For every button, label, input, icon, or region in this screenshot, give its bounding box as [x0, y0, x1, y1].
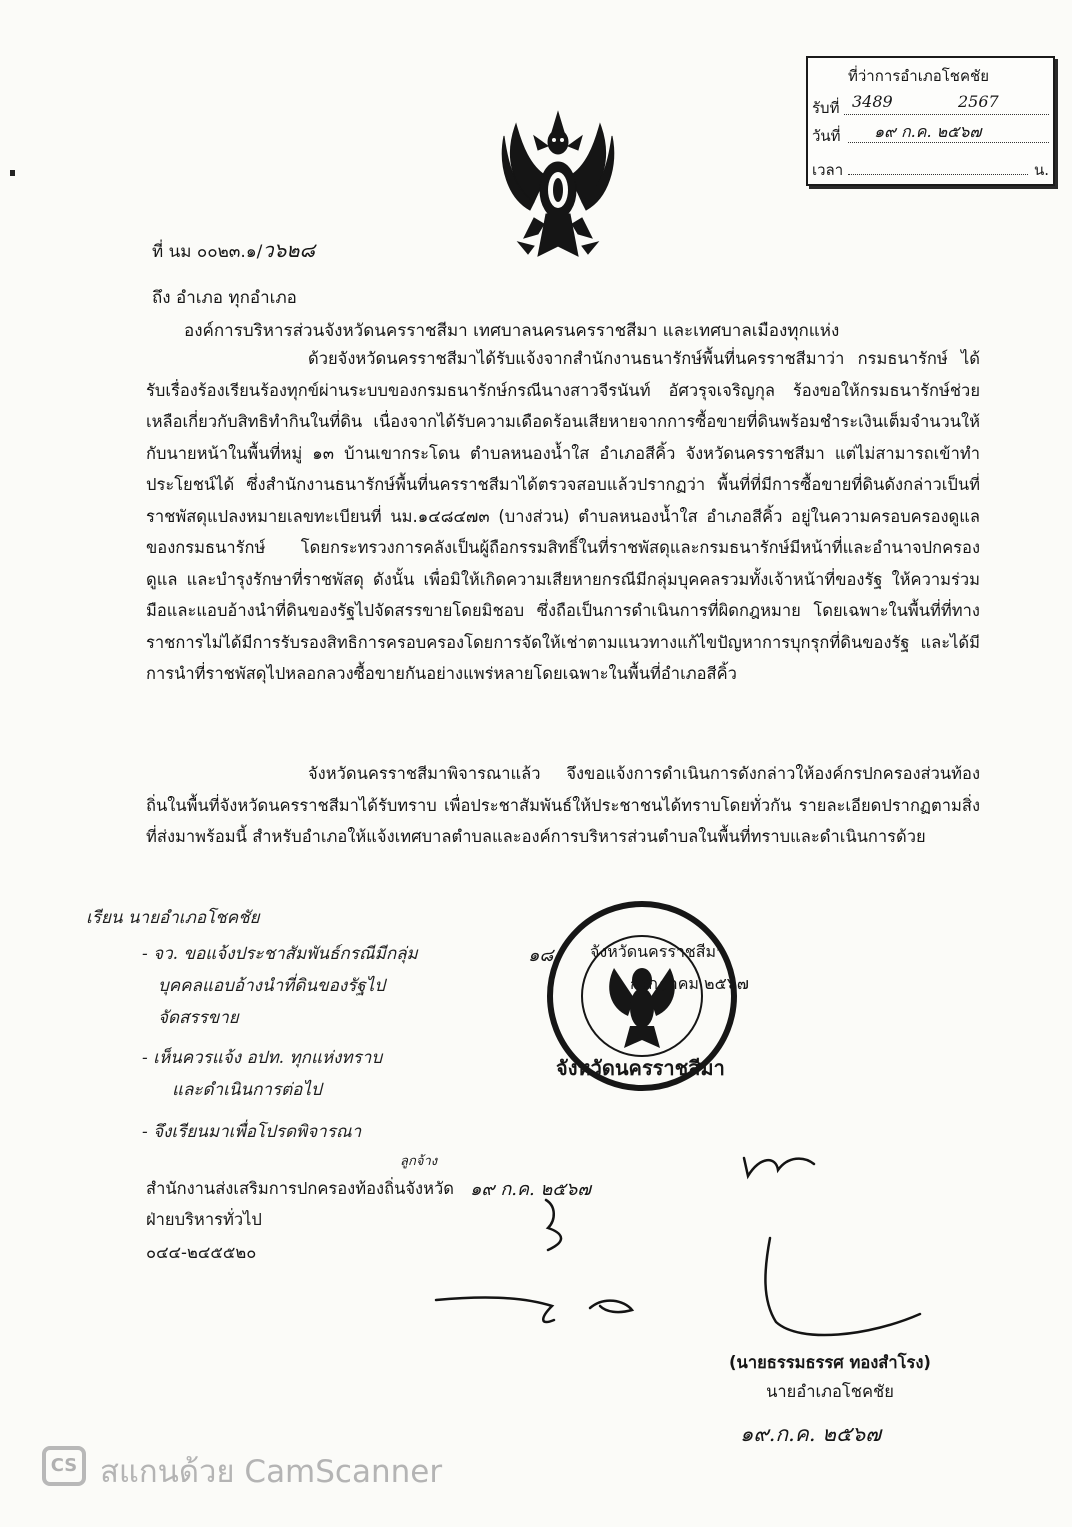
office-division: ฝ่ายบริหารทั่วไป [146, 1210, 262, 1229]
receipt-number-label: รับที่ [812, 99, 840, 117]
body-paragraph-1: ด้วยจังหวัดนครราชสีมาได้รับแจ้งจากสำนักงานธนารักษ์พื้นที่นครราชสีมาว่า กรมธนารักษ์ ได้รับเรื่องร้องเรียนร้องทุกข์ผ่านระบบของกรมธนารักษ์กรณีนางสาวจีรนันท์ อัศวรุจเจริญกุล ร้องขอให้กรมธนารักษ์ช่วยเหลือเกี่ยวกับสิทธิทำกินในที่ดิน เนื่องจากได้รับความเดือดร้อนเสียหายจากการซื้อขายที่ดินพร้อมชำระเงินเต็มจำนวนให้กับนายหน้าในพื้นที่หมู่ ๑๓ บ้านเขากระโดน ตำบลหนองน้ำใส อำเภอสีคิ้ว จังหวัดนครราชสีมา แต่ไม่สามารถเข้าทำประโยชน์ได้ ซึ่งสำนักงานธนารักษ์พื้นที่นครราชสีมาได้ตรวจสอบแล้วปรากฏว่า พื้นที่ที่มีการซื้อขายที่ดินดังกล่าวเป็นที่ราชพัสดุแปลงหมายเลขทะเบียนที่ นม.๑๔๘๔๗๓ (บางส่วน) ตำบลหนองน้ำใส อำเภอสีคิ้ว อยู่ในความครอบครองดูแลของกรมธนารักษ์ โดยกระทรวงการคลังเป็นผู้ถือกรรมสิทธิ์ในที่ราชพัสดุและกรมธนารักษ์มีหน้าที่และอำนาจปกครอง ดูแล และบำรุงรักษาที่ราชพัสดุ ดังนั้น เพื่อมิให้เกิดความเสียหายกรณีมีกลุ่มบุคคลรวมทั้งเจ้าหน้าที่ของรัฐ ให้ความร่วมมือและแอบอ้างนำที่ดินของรัฐไปจัดสรรขายโดยมิชอบ ซึ่งถือเป็นการดำเนินการที่ผิดกฎหมาย โดยเฉพาะในพื้นที่ที่ทางราชการไม่ได้มีการรับรองสิทธิการครอบครองโดยการจัดให้เช่าตามแนวทางแก้ไขปัญหาการบุกรุกที่ดินของรัฐ และได้มีการนำที่ราชพัสดุไปหลอกลวงซื้อขายกันอย่างแพร่หลายโดยเฉพาะในพื้นที่อำเภอสีคิ้ว [146, 349, 980, 683]
receipt-time-label: เวลา [812, 161, 844, 179]
receipt-stamp-title: ที่ว่าการอำเภอโชคชัย [848, 67, 989, 85]
receipt-year: 2567 [958, 92, 999, 111]
recipient-line-2: องค์การบริหารส่วนจังหวัดนครราชสีมา เทศบาลนครนครราชสีมา และเทศบาลเมืองทุกแห่ง [184, 321, 840, 341]
handwritten-item-2-line-2: และดำเนินการต่อไป [172, 1080, 322, 1100]
seal-overlay-line-2: กรกฎาคม ๒๕๖๗ [630, 974, 749, 993]
seal-overlay-line-1: จังหวัดนครราชสีมา [590, 942, 726, 961]
handwritten-item-2-line-1: - เห็นควรแจ้ง อปท. ทุกแห่งทราบ [142, 1048, 383, 1068]
office-name: สำนักงานส่งเสริมการปกครองท้องถิ่นจังหวัด [146, 1179, 454, 1198]
camscanner-watermark-text: สแกนด้วย CamScanner [100, 1454, 443, 1490]
office-handwritten-date: ๑๙ ก.ค. ๒๕๖๗ [470, 1179, 591, 1200]
receipt-stamp [806, 56, 1055, 186]
receipt-time-suffix: น. [1034, 161, 1050, 179]
receipt-date: ๑๙ ก.ค. ๒๕๖๗ [874, 122, 982, 141]
recipient-line-1: ถึง อำเภอ ทุกอำเภอ [152, 288, 297, 308]
office-phone: ๐๔๔-๒๔๕๕๒๐ [146, 1243, 257, 1262]
garuda-emblem [494, 106, 622, 264]
initial-signature [546, 1200, 561, 1250]
seal-handwritten-day: ๑๘ [528, 945, 554, 966]
handwritten-item-3-line-1: - จึงเรียนมาเพื่อโปรดพิจารณา [142, 1122, 362, 1142]
reference-prefix: ที่ นม ๐๐๒๓.๑/ [152, 242, 263, 262]
reference-number [152, 234, 315, 266]
camscanner-logo: CS [42, 1446, 86, 1486]
handwritten-item-1-line-3: จัดสรรขาย [158, 1008, 239, 1028]
handwritten-greeting: เรียน นายอำเภอโชคชัย [86, 908, 260, 928]
office-handwritten-initials: ลูกจ้าง [400, 1154, 438, 1169]
signatory-name: (นายธรรมธรรศ ทองสำโรง) [729, 1353, 931, 1372]
receipt-number: 3489 [852, 92, 893, 111]
reference-handwritten: ว๖๒๘ [262, 238, 315, 262]
signatory-position: นายอำเภอโชคชัย [766, 1382, 894, 1401]
seal-ring-text: จังหวัดนครราชสีมา [556, 1056, 725, 1080]
signatory-handwritten-date: ๑๙.ก.ค. ๒๕๖๗ [740, 1422, 882, 1446]
scan-mark [10, 170, 15, 176]
body-paragraph-2: จังหวัดนครราชสีมาพิจารณาแล้ว จึงขอแจ้งการดำเนินการดังกล่าวให้องค์กรปกครองส่วนท้องถิ่นในพื้นที่จังหวัดนครราชสีมาได้รับทราบ เพื่อประชาสัมพันธ์ให้ประชาชนได้ทราบโดยทั่วกัน รายละเอียดปรากฏตามสิ่งที่ส่งมาพร้อมนี้ สำหรับอำเภอให้แจ้งเทศบาลตำบลและองค์การบริหารส่วนตำบลในพื้นที่ทราบและดำเนินการด้วย [146, 764, 980, 846]
handwritten-item-1-line-1: - จว. ขอแจ้งประชาสัมพันธ์กรณีมีกลุ่ม [142, 944, 418, 964]
receipt-date-label: วันที่ [812, 127, 841, 145]
handwritten-item-1-line-2: บุคคลแอบอ้างนำที่ดินของรัฐไป [158, 976, 385, 996]
